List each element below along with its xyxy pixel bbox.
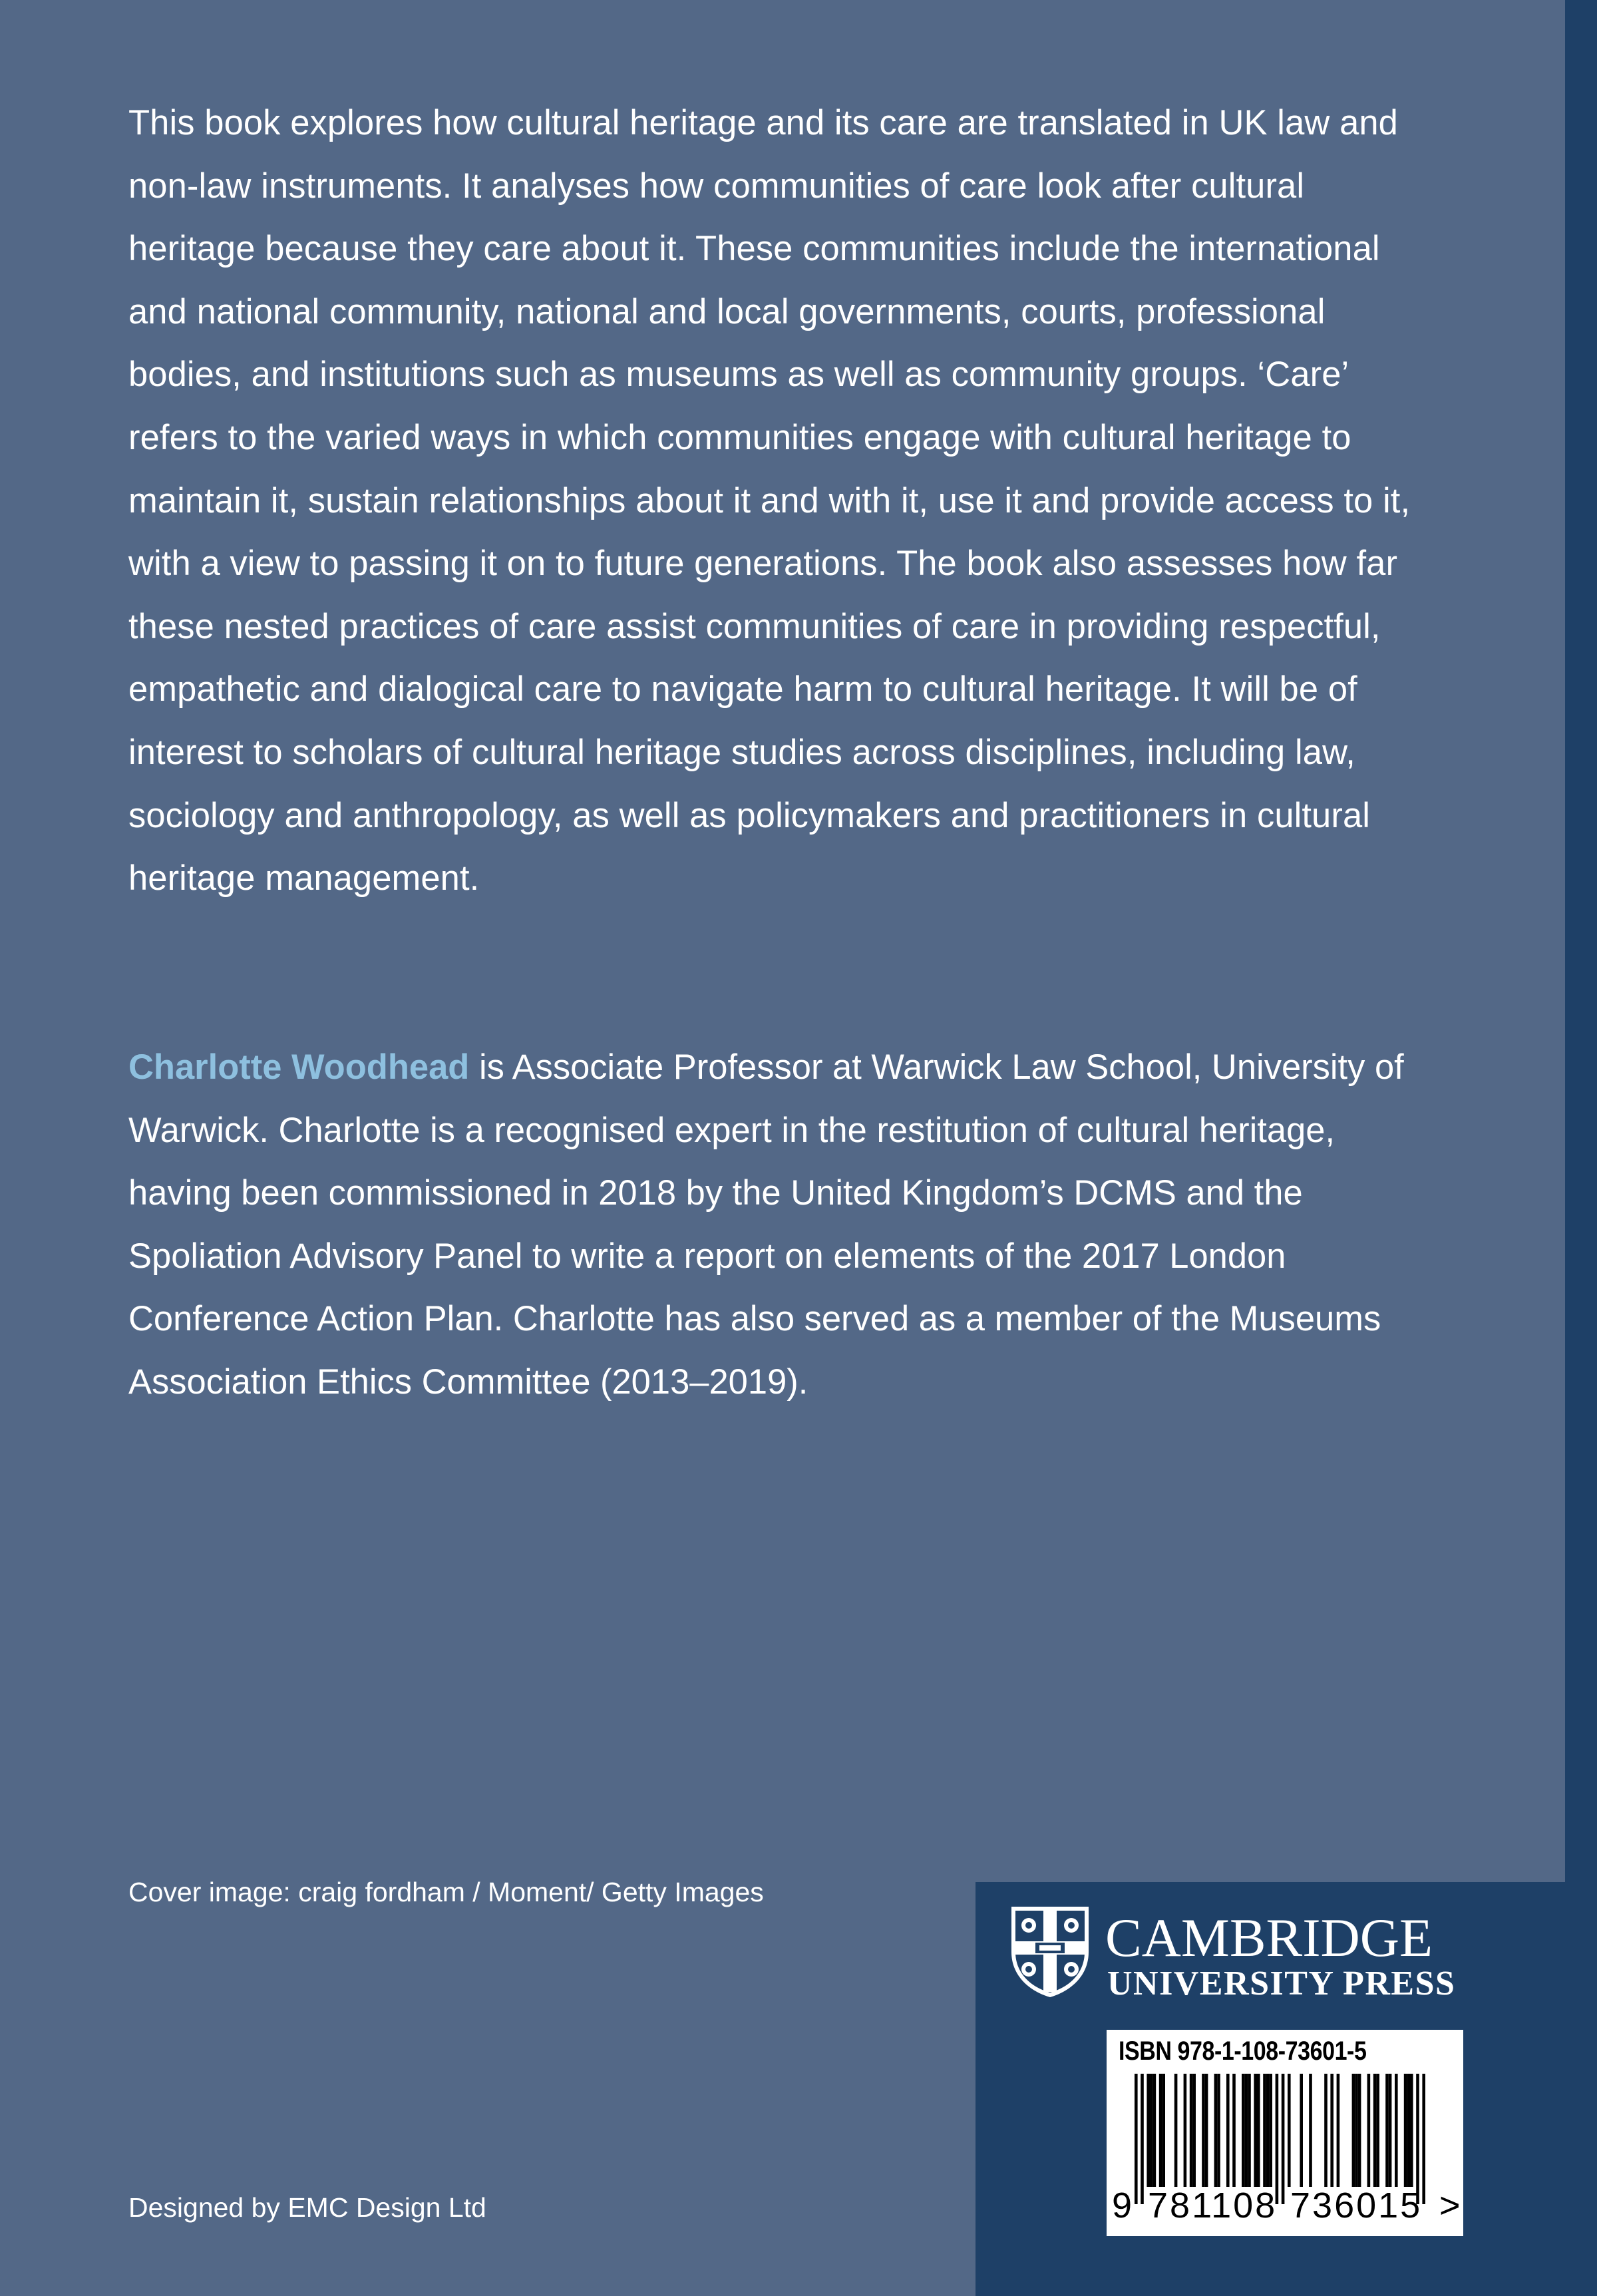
barcode-bar <box>1245 2074 1248 2187</box>
barcode-bar <box>1358 2074 1361 2187</box>
barcode-bar <box>1407 2074 1410 2187</box>
barcode-bar <box>1153 2074 1156 2187</box>
author-bio-text: is Associate Professor at Warwick Law School, University of Warwick. Charlotte is a recognised expert in the restitution of cultural heritage, having been commissioned in 2018 by the United Kingdom’s DCMS and the Spoliation Advisory Panel to write a report on elements of the 2017 London Conference Action Plan. Charlotte has also served as a member of the Museums Association Ethics Committee (2013–2019). <box>128 1048 1404 1402</box>
barcode-bar <box>1217 2074 1220 2187</box>
barcode-bar <box>1410 2074 1413 2187</box>
barcode-digits <box>1107 2184 1463 2231</box>
barcode-bar <box>1226 2074 1230 2187</box>
barcode-bar <box>1324 2074 1328 2187</box>
barcode-bar <box>1150 2074 1153 2187</box>
cambridge-crest-icon <box>1009 1904 1091 1999</box>
barcode-bar <box>1266 2074 1270 2187</box>
barcode-bar <box>1373 2074 1377 2187</box>
barcode-bar <box>1395 2074 1398 2187</box>
barcode-bar <box>1205 2074 1208 2187</box>
barcode-bar <box>1147 2074 1150 2187</box>
barcode-left-group: 781108 <box>1148 2186 1278 2225</box>
isbn-label: ISBN 978-1-108-73601-5 <box>1119 2036 1367 2066</box>
barcode-bar <box>1288 2074 1291 2187</box>
barcode-bar <box>1159 2074 1162 2187</box>
barcode-bar <box>1184 2074 1187 2187</box>
publisher-logo <box>1009 1904 1597 2010</box>
barcode <box>1107 2030 1463 2236</box>
barcode-bar <box>1202 2074 1205 2187</box>
designer-credit: Designed by EMC Design Ltd <box>128 2192 486 2223</box>
barcode-right-group: 736015 <box>1290 2186 1423 2225</box>
barcode-bar <box>1389 2074 1392 2187</box>
barcode-first-digit: 9 <box>1112 2186 1133 2225</box>
author-biography <box>128 1036 1426 1414</box>
author-name: Charlotte Woodhead <box>128 1048 470 1087</box>
barcode-bar <box>1232 2074 1236 2187</box>
book-description: This book explores how cultural heritage and its care are translated in UK law and non-law instruments. It analyses how communities of care look after cultural heritage because they care about it. These communities include the international and national community, national and local governments, courts, professional bodies, and institutions such as museums as well as community groups. ‘Care’ refers to the varied ways in which communities engage with cultural heritage to maintain it, sustain relationships about it and with it, use it and provide access to it, with a view to passing it on to future generations. The book also assesses how far these nested practices of care assist communities of care in providing respectful, empathetic and dialogical care to navigate harm to cultural heritage. It will be of interest to scholars of cultural heritage studies across disciplines, including law, sociology and anthropology, as well as policymakers and practitioners in cultural heritage management. <box>128 103 1411 898</box>
barcode-bar <box>1404 2074 1407 2187</box>
barcode-bar <box>1162 2074 1165 2187</box>
barcode-bar <box>1192 2074 1196 2187</box>
barcode-bar <box>1376 2074 1379 2187</box>
barcode-bar <box>1254 2074 1257 2187</box>
barcode-quiet-mark: > <box>1439 2186 1461 2225</box>
barcode-bar <box>1367 2074 1371 2187</box>
barcode-bar <box>1330 2074 1333 2187</box>
publisher-name-line1: CAMBRIDGE <box>1105 1907 1433 1968</box>
publisher-name-line2: UNIVERSITY PRESS <box>1107 1965 1456 2003</box>
barcode-bar <box>1355 2074 1358 2187</box>
barcode-bar <box>1309 2074 1312 2187</box>
barcode-bar <box>1300 2074 1303 2187</box>
barcode-bar <box>1248 2074 1251 2187</box>
barcode-bar <box>1257 2074 1260 2187</box>
publisher-panel <box>976 1882 1597 2296</box>
barcode-bar <box>1337 2074 1340 2187</box>
barcode-bar <box>1385 2074 1389 2187</box>
barcode-bar <box>1352 2074 1355 2187</box>
barcode-bar <box>1190 2074 1193 2187</box>
barcode-bar <box>1174 2074 1178 2187</box>
cover-image-credit: Cover image: craig fordham / Moment/ Getty Images <box>128 1877 764 1907</box>
barcode-bar <box>1242 2074 1245 2187</box>
barcode-bar <box>1214 2074 1218 2187</box>
barcode-bar <box>1269 2074 1272 2187</box>
barcode-bar <box>1263 2074 1266 2187</box>
publisher-name <box>1105 1909 1455 2001</box>
